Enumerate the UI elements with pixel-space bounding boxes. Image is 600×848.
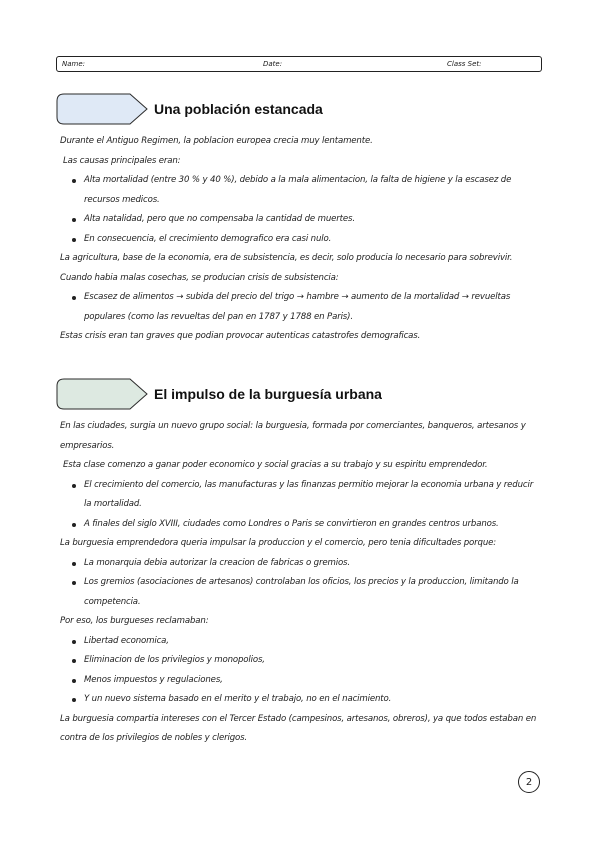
section-2-paragraph-1: En las ciudades, surgia un nuevo grupo social: la burguesia, formada por comerciantes, banqueros, artesanos y empresarios. (60, 421, 526, 451)
section-1-paragraph-1: Durante el Antiguo Regimen, la poblacion europea crecia muy lentamente. (60, 136, 373, 146)
section-2-paragraph-4: Por eso, los burgueses reclamaban: (60, 616, 209, 626)
section-2-heading (56, 377, 382, 411)
section-1-paragraph-2: Las causas principales eran: (63, 155, 181, 166)
name-label: Name: (62, 60, 86, 68)
section-1-paragraph-4: Estas crisis eran tan graves que podian provocar autenticas catastrofes demograficas. (60, 331, 421, 341)
list-item: Eliminacion de los privilegios y monopolios, (84, 651, 540, 671)
section-1-title: Una población estancada (154, 101, 323, 117)
section-1-paragraph-3: La agricultura, base de la economia, era de subsistencia, es decir, solo producia lo necesario para sobrevivir. Cuando habia malas cosechas, se producian crisis de subsistencia: (60, 253, 513, 283)
section-2-paragraph-5: La burguesia compartia intereses con el Tercer Estado (campesinos, artesanos, obreros), ya que todos estaban en contra de los privilegios de nobles y clerigos. (60, 713, 537, 743)
section-2-body (60, 417, 540, 749)
section-2-paragraph-2: Esta clase comenzo a ganar poder economico y social gracias a su trabajo y su espiritu emprendedor. (63, 460, 488, 470)
list-item: Alta mortalidad (entre 30 % y 40 %), debido a la mala alimentacion, la falta de higiene y la escasez de recursos medicos. (84, 171, 540, 210)
list-item: En consecuencia, el crecimiento demografico era casi nulo. (84, 230, 540, 250)
list-item: A finales del siglo XVIII, ciudades como Londres o Paris se convirtieron en grandes centros urbanos. (84, 515, 540, 535)
section-2-title: El impulso de la burguesía urbana (154, 386, 382, 402)
list-item: Y un nuevo sistema basado en el merito y el trabajo, no en el nacimiento. (84, 690, 540, 710)
list-item: Los gremios (asociaciones de artesanos) controlaban los oficios, los precios y la produccion, limitando la competencia. (84, 573, 540, 612)
list-item: Menos impuestos y regulaciones, (84, 671, 540, 691)
section-2-paragraph-3: La burguesia emprendedora queria impulsar la produccion y el comercio, pero tenia dificultades porque: (60, 538, 497, 548)
section-1-heading (56, 92, 323, 126)
section-1-tag-shape (56, 93, 148, 125)
class-set-label: Class Set: (447, 60, 482, 68)
section-2-list-1 (60, 476, 540, 535)
section-1-body (60, 132, 540, 347)
section-2-tag-shape (56, 378, 148, 410)
page-number: 2 (518, 771, 540, 793)
list-item: Alta natalidad, pero que no compensaba la cantidad de muertes. (84, 210, 540, 230)
list-item: El crecimiento del comercio, las manufacturas y las finanzas permitio mejorar la economia urbana y reducir la mortalidad. (84, 476, 540, 515)
student-header (56, 56, 542, 72)
section-1-list-2 (60, 288, 540, 327)
date-label: Date: (263, 60, 283, 68)
list-item: Escasez de alimentos → subida del precio del trigo → hambre → aumento de la mortalidad → revueltas populares (como las revueltas del pan en 1787 y 1788 en Paris). (84, 288, 540, 327)
section-2-list-3 (60, 632, 540, 710)
list-item: La monarquia debia autorizar la creacion de fabricas o gremios. (84, 554, 540, 574)
section-1-list-1 (60, 171, 540, 249)
list-item: Libertad economica, (84, 632, 540, 652)
section-2-list-2 (60, 554, 540, 613)
